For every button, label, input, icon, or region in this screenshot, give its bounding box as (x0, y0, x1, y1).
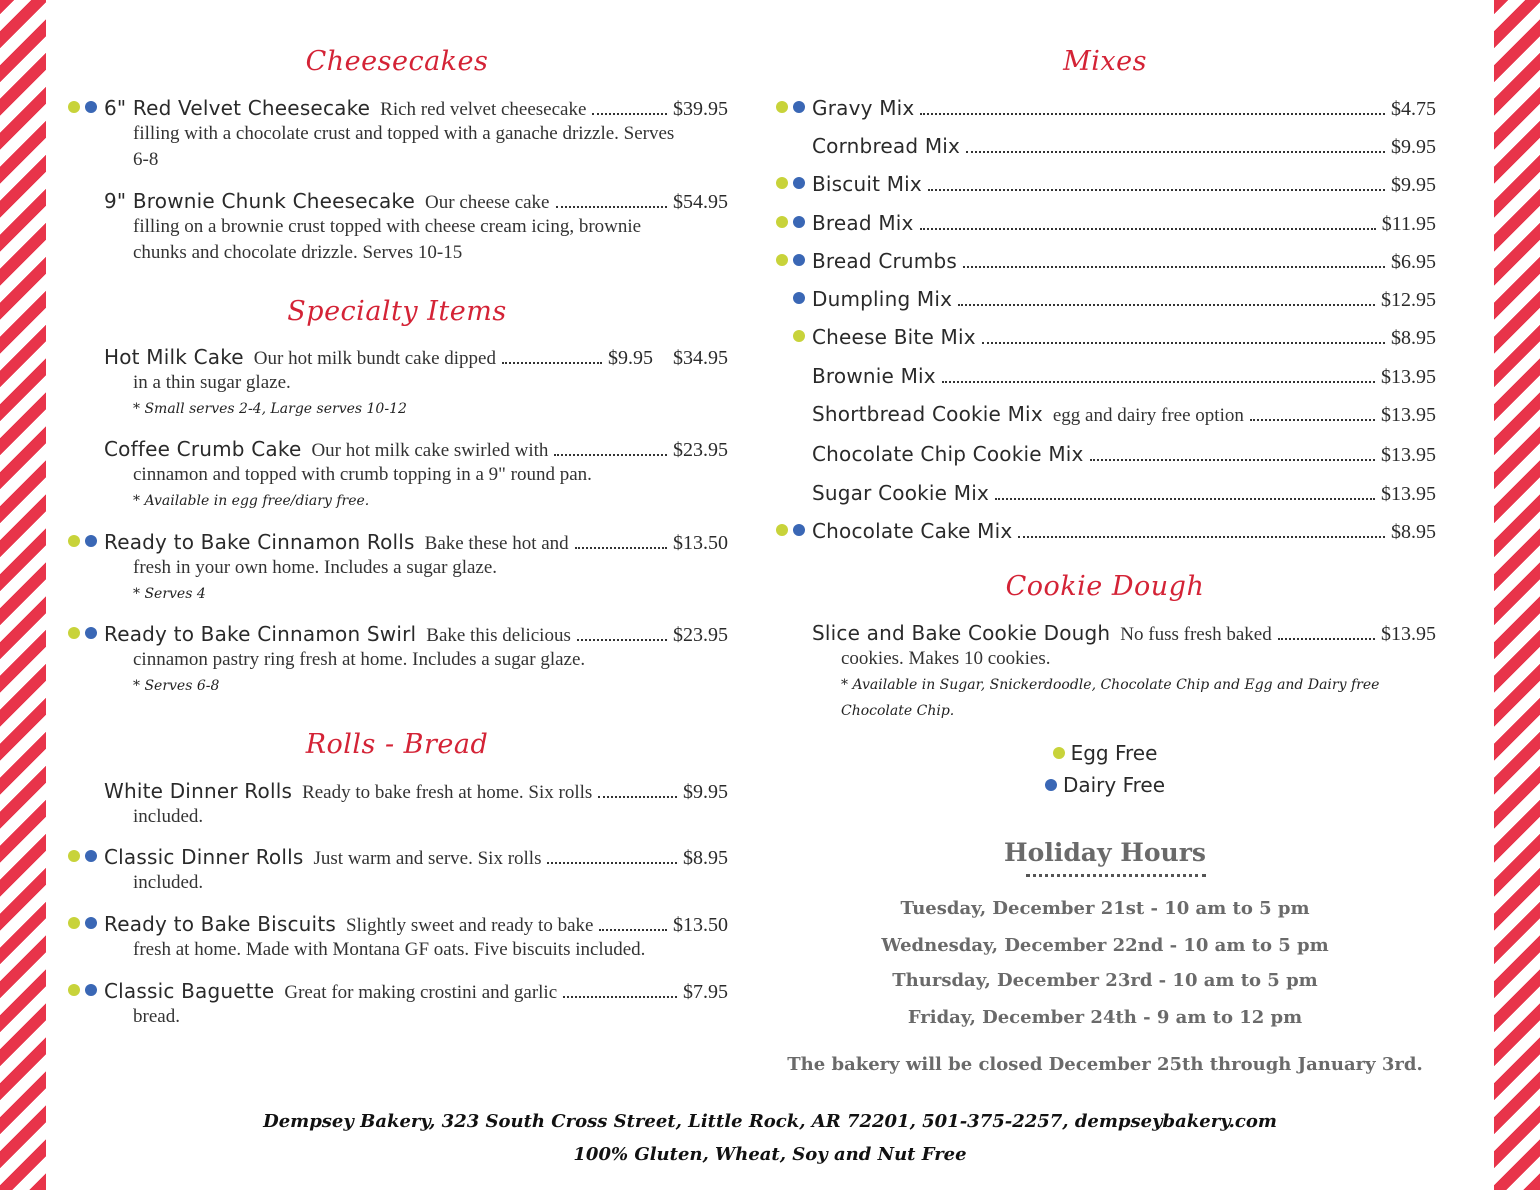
legend-dairy-free (774, 773, 1436, 797)
section-title-cookie-dough: Cookie Dough (1005, 571, 1205, 602)
legend-label: Egg Free (1070, 741, 1158, 765)
item-price: $13.95 (1381, 444, 1436, 466)
menu-item (66, 189, 728, 266)
item-name: 6" Red Velvet Cheesecake (104, 96, 371, 120)
mix-item (774, 364, 1436, 389)
egg-free-dot-icon (776, 177, 788, 189)
item-price: $8.95 (1391, 521, 1436, 543)
item-name: Biscuit Mix (812, 172, 922, 196)
item-price-small: $9.95 (608, 347, 653, 369)
item-desc-cont: fresh in your own home. Includes a sugar glaze. (133, 557, 498, 578)
item-name: Gravy Mix (812, 96, 915, 120)
item-price: $39.95 (673, 98, 728, 120)
item-desc-cont: bread. (133, 1006, 180, 1027)
item-desc: Ready to bake fresh at home. Six rolls (302, 782, 593, 803)
egg-free-dot-icon (776, 216, 788, 228)
holiday-hours-line: Thursday, December 23rd - 10 am to 5 pm (892, 970, 1318, 991)
item-name: Ready to Bake Biscuits (104, 912, 336, 936)
dairy-free-dot-icon (793, 216, 805, 228)
item-name: Shortbread Cookie Mix (812, 402, 1043, 426)
dairy-free-dot-icon (793, 177, 805, 189)
mix-item (774, 442, 1436, 467)
item-price: $13.50 (673, 914, 728, 936)
section-title-rolls: Rolls - Bread (305, 729, 489, 760)
item-name: Dumpling Mix (812, 287, 953, 311)
item-desc-cont: fresh at home. Made with Montana GF oats. Five biscuits included. (133, 939, 646, 960)
item-price: $8.95 (683, 847, 728, 869)
item-name: Brownie Mix (812, 364, 936, 388)
menu-item (66, 779, 728, 830)
item-price: $13.95 (1381, 623, 1436, 645)
mix-item (774, 402, 1436, 427)
candy-stripe-left (0, 0, 46, 1190)
item-note: * Serves 4 (133, 586, 206, 602)
item-note: * Small serves 2-4, Large serves 10-12 (133, 401, 407, 417)
item-price: $6.95 (1391, 251, 1436, 273)
item-price: $23.95 (673, 439, 728, 461)
item-name: Hot Milk Cake (104, 345, 244, 369)
item-desc: Our hot milk cake swirled with (311, 440, 549, 461)
dairy-free-dot-icon (793, 524, 805, 536)
dairy-free-dot-icon (1045, 779, 1057, 791)
section-title-cheesecakes: Cheesecakes (305, 46, 489, 77)
item-desc: Bake these hot and (424, 533, 569, 554)
item-name: Classic Baguette (104, 979, 275, 1003)
item-name: 9" Brownie Chunk Cheesecake (104, 189, 416, 213)
item-desc: Slightly sweet and ready to bake (345, 915, 594, 936)
dairy-free-dot-icon (85, 101, 97, 113)
menu-item (66, 437, 728, 514)
footer-address: Dempsey Bakery, 323 South Cross Street, Little Rock, AR 72201, 501-375-2257, dempseybakery.com (263, 1111, 1277, 1132)
mix-item (774, 481, 1436, 506)
item-name: Slice and Bake Cookie Dough (812, 621, 1111, 645)
item-price: $12.95 (1381, 289, 1436, 311)
item-name: Cheese Bite Mix (812, 325, 976, 349)
item-desc-cont: chunks and chocolate drizzle. Serves 10-15 (133, 242, 463, 263)
dairy-free-dot-icon (85, 535, 97, 547)
item-note: * Serves 6-8 (133, 678, 220, 694)
dairy-free-dot-icon (85, 984, 97, 996)
item-desc-cont: in a thin sugar glaze. (133, 372, 291, 393)
item-name: Classic Dinner Rolls (104, 845, 304, 869)
mix-item (774, 249, 1436, 274)
menu-item (66, 530, 728, 607)
egg-free-dot-icon (68, 850, 80, 862)
egg-free-dot-icon (776, 524, 788, 536)
section-title-specialty: Specialty Items (287, 296, 507, 327)
item-name: Ready to Bake Cinnamon Rolls (104, 530, 415, 554)
item-desc: No fuss fresh baked (1120, 624, 1272, 645)
menu-item (66, 96, 728, 173)
dairy-free-dot-icon (793, 254, 805, 266)
mix-item (774, 211, 1436, 236)
egg-free-dot-icon (68, 984, 80, 996)
item-price: $8.95 (1391, 327, 1436, 349)
menu-item (66, 622, 728, 699)
item-name: Coffee Crumb Cake (104, 437, 302, 461)
mix-item (774, 96, 1436, 121)
egg-free-dot-icon (1053, 747, 1065, 759)
item-desc-cont: included. (133, 806, 204, 827)
egg-free-dot-icon (776, 254, 788, 266)
item-name: White Dinner Rolls (104, 779, 293, 803)
item-price: $13.95 (1381, 366, 1436, 388)
item-price: $54.95 (673, 191, 728, 213)
item-desc: Our cheese cake (425, 192, 550, 213)
item-desc: Our hot milk bundt cake dipped (253, 348, 496, 369)
candy-stripe-right (1494, 0, 1540, 1190)
item-desc-cont: cookies. Makes 10 cookies. (841, 648, 1051, 669)
item-price: $9.95 (1391, 136, 1436, 158)
item-name: Chocolate Cake Mix (812, 519, 1013, 543)
mix-item (774, 134, 1436, 159)
holiday-hours-line: Friday, December 24th - 9 am to 12 pm (907, 1007, 1303, 1028)
menu-item (66, 979, 728, 1030)
item-name: Chocolate Chip Cookie Mix (812, 442, 1084, 466)
holiday-closed-notice: The bakery will be closed December 25th through January 3rd. (787, 1054, 1423, 1075)
dairy-free-dot-icon (85, 850, 97, 862)
item-name: Bread Mix (812, 211, 914, 235)
item-name: Cornbread Mix (812, 134, 961, 158)
item-price-large: $34.95 (673, 347, 728, 369)
item-desc-cont: cinnamon and topped with crumb topping in a 9" round pan. (133, 464, 592, 485)
item-name: Ready to Bake Cinnamon Swirl (104, 622, 417, 646)
item-desc: Just warm and serve. Six rolls (313, 848, 542, 869)
menu-item (66, 845, 728, 896)
egg-free-dot-icon (68, 535, 80, 547)
mix-item (774, 172, 1436, 197)
item-note: * Available in egg free/diary free. (133, 493, 370, 509)
item-desc-cont: filling with a chocolate crust and topped with a ganache drizzle. Serves (133, 123, 675, 144)
egg-free-dot-icon (68, 627, 80, 639)
dairy-free-dot-icon (85, 627, 97, 639)
item-price: $13.50 (673, 532, 728, 554)
egg-free-dot-icon (68, 917, 80, 929)
egg-free-dot-icon (793, 330, 805, 342)
item-desc: Great for making crostini and garlic (284, 982, 558, 1003)
menu-item (66, 912, 728, 963)
dairy-free-dot-icon (793, 292, 805, 304)
item-note: Chocolate Chip. (841, 703, 955, 719)
menu-item (774, 621, 1436, 724)
mix-item (774, 325, 1436, 350)
item-desc-cont: included. (133, 872, 204, 893)
dairy-free-dot-icon (85, 917, 97, 929)
holiday-hours-line: Wednesday, December 22nd - 10 am to 5 pm (881, 935, 1329, 956)
footer-tagline: 100% Gluten, Wheat, Soy and Nut Free (573, 1144, 967, 1165)
item-price: $4.75 (1391, 98, 1436, 120)
egg-free-dot-icon (776, 101, 788, 113)
item-price: $23.95 (673, 624, 728, 646)
item-price: $9.95 (1391, 174, 1436, 196)
holiday-hours-title: Holiday Hours (1004, 838, 1206, 867)
item-desc-cont: cinnamon pastry ring fresh at home. Includes a sugar glaze. (133, 649, 586, 670)
menu-item (66, 345, 728, 422)
egg-free-dot-icon (68, 101, 80, 113)
item-desc-cont: 6-8 (133, 149, 159, 170)
legend-label: Dairy Free (1062, 773, 1166, 797)
item-desc: Bake this delicious (426, 625, 571, 646)
item-desc: egg and dairy free option (1052, 405, 1244, 426)
item-price: $9.95 (683, 781, 728, 803)
item-name: Sugar Cookie Mix (812, 481, 989, 505)
item-desc: Rich red velvet cheesecake (380, 99, 587, 120)
section-title-mixes: Mixes (1063, 46, 1147, 77)
holiday-hours-line: Tuesday, December 21st - 10 am to 5 pm (900, 898, 1310, 919)
item-desc-cont: filling on a brownie crust topped with cheese cream icing, brownie (133, 216, 642, 237)
dairy-free-dot-icon (793, 101, 805, 113)
item-note: * Available in Sugar, Snickerdoodle, Chocolate Chip and Egg and Dairy free (841, 677, 1380, 693)
item-price: $13.95 (1381, 483, 1436, 505)
legend-egg-free (774, 741, 1436, 765)
item-price: $11.95 (1381, 213, 1436, 235)
mix-item (774, 519, 1436, 544)
mix-item (774, 287, 1436, 312)
holiday-hours-underline (1026, 874, 1206, 877)
item-price: $7.95 (683, 981, 728, 1003)
item-price: $13.95 (1381, 404, 1436, 426)
item-name: Bread Crumbs (812, 249, 957, 273)
